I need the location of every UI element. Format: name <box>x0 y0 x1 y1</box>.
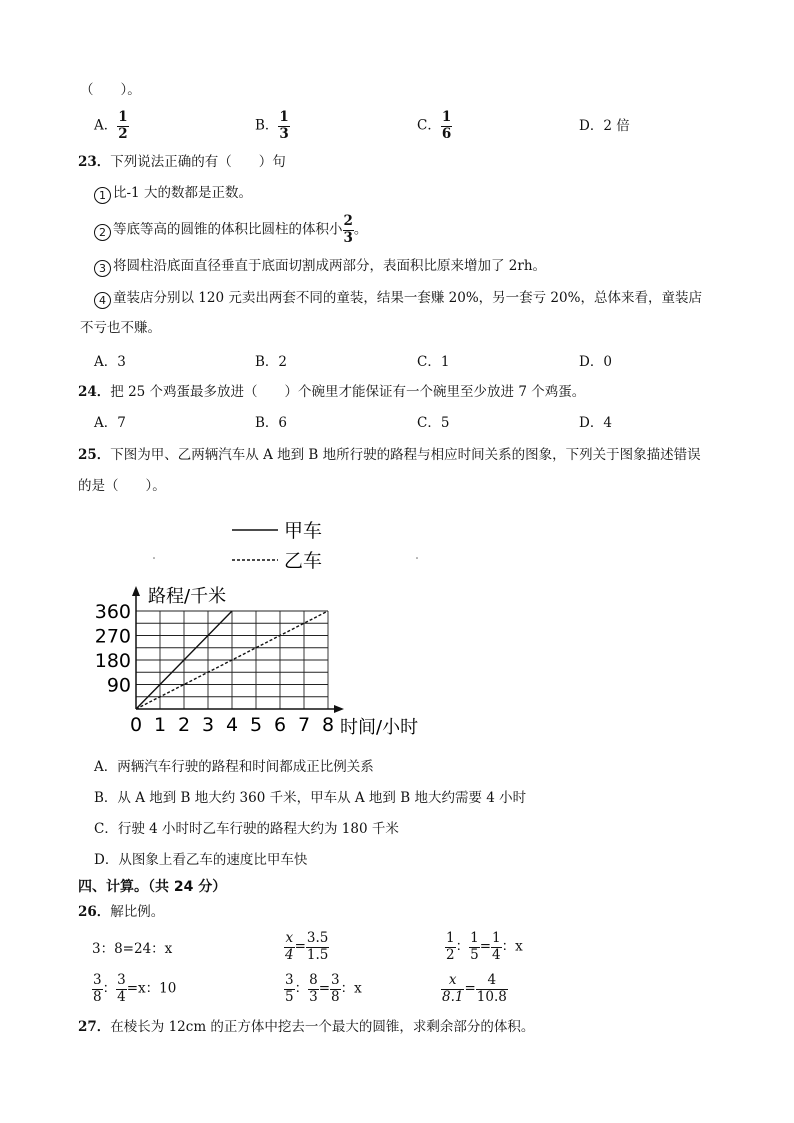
equation-6: $\frac{x}{8.1}$ = $\frac{4}{10.8}$ <box>442 972 507 1005</box>
question-number: 27． <box>78 1019 111 1035</box>
fraction: $\frac{1}{6}$ <box>441 109 452 142</box>
decorative-dot <box>153 557 155 559</box>
q23-statement-4: 4 童装店分别以 120 元卖出两套不同的童装，结果一套赚 20%，另一套亏 20%，总体来看，童装店 <box>94 292 702 309</box>
x-tick-labels <box>130 714 334 736</box>
x-tick-label: 5 <box>249 714 263 736</box>
question-number: 25． <box>78 447 111 463</box>
equation-1: 3：8=24：x <box>92 941 173 957</box>
q22-option-b[interactable]: B． $\frac{1}{3}$ <box>255 109 289 142</box>
q23-option-a[interactable]: A．3 <box>94 354 126 370</box>
q22-option-d[interactable]: D．2 倍 <box>579 118 630 134</box>
q23-option-d[interactable]: D．0 <box>579 354 612 370</box>
x-tick-label: 2 <box>177 714 191 736</box>
y-tick-label: 180 <box>94 650 131 672</box>
x-tick-label: 0 <box>129 714 143 736</box>
q25-option-b[interactable]: B．从 A 地到 B 地大约 360 千米，甲车从 A 地到 B 地大约需要 4 小时 <box>94 790 527 806</box>
circled-number: 4 <box>94 292 111 309</box>
q24-option-d[interactable]: D．4 <box>579 415 612 431</box>
q23-option-b[interactable]: B．2 <box>255 354 288 370</box>
q25-option-d[interactable]: D．从图象上看乙车的速度比甲车快 <box>94 852 308 868</box>
fraction: $\frac{2}{3}$ <box>343 213 353 246</box>
circled-number: 2 <box>94 224 111 241</box>
q26-stem: 26．解比例。 <box>78 904 165 920</box>
legend-label-yi: 乙车 <box>284 550 323 572</box>
q23-statement-3: 3 将圆柱沿底面直径垂直于底面切割成两部分，表面积比原来增加了 2rh。 <box>94 260 546 277</box>
y-axis-label: 路程/千米 <box>148 586 227 607</box>
question-number: 23． <box>78 154 111 170</box>
circled-number: 3 <box>94 260 111 277</box>
q23-stem: 23．下列说法正确的有（ ）句 <box>78 154 286 170</box>
distance-time-chart <box>94 510 450 745</box>
chart-legend <box>232 520 322 572</box>
y-tick-label: 360 <box>94 601 131 623</box>
x-tick-label: 1 <box>153 714 167 736</box>
q22-option-a[interactable]: A． $\frac{1}{2}$ <box>94 109 128 142</box>
q25-option-c[interactable]: C．行驶 4 小时时乙车行驶的路程大约为 180 千米 <box>94 821 399 837</box>
q24-option-b[interactable]: B．6 <box>255 415 288 431</box>
y-tick-labels <box>95 601 131 697</box>
q25-stem-line-1: 25．下图为甲、乙两辆汽车从 A 地到 B 地所行驶的路程与相应时间关系的图象，下列关于图象描述错误 <box>78 447 701 463</box>
equation-4: $\frac{3}{8}$ ： $\frac{3}{4}$ =x：10 <box>93 972 177 1005</box>
q22-option-c[interactable]: C． $\frac{1}{6}$ <box>417 109 452 142</box>
question-number: 26． <box>78 904 111 920</box>
x-tick-label: 7 <box>297 714 311 736</box>
question-number: 24． <box>78 384 111 400</box>
x-axis-arrow <box>334 705 344 713</box>
q23-statement-2: 2 等底等高的圆锥的体积比圆柱的体积小 $\frac{2}{3}$ 。 <box>94 215 367 245</box>
q25-option-a[interactable]: A．两辆汽车行驶的路程和时间都成正比例关系 <box>94 759 374 775</box>
section-heading: 四、计算。（共 24 分） <box>78 879 227 895</box>
x-axis-label: 时间/小时 <box>340 717 419 738</box>
q25-stem-line-2: 的是（ ）。 <box>78 478 166 494</box>
equation-5: $\frac{3}{5}$ ： $\frac{8}{3}$ = $\frac{3}{8}$ ：x <box>285 972 362 1005</box>
q27-stem: 27．在棱长为 12cm 的正方体中挖去一个最大的圆锥，求剩余部分的体积。 <box>78 1019 535 1035</box>
legend-label-jia: 甲车 <box>284 520 323 542</box>
q23-statement-4-cont: 不亏也不赚。 <box>80 320 161 336</box>
q23-statement-1: 1 比-1 大的数都是正数。 <box>94 187 252 204</box>
x-tick-label: 8 <box>321 714 335 736</box>
equation-3: $\frac{1}{2}$ ： $\frac{1}{5}$ = $\frac{1}{4}$ ：x <box>446 930 523 963</box>
fraction: $\frac{1}{3}$ <box>279 109 289 142</box>
y-tick-label: 270 <box>94 625 131 648</box>
x-tick-label: 4 <box>225 714 239 736</box>
fraction: $\frac{1}{2}$ <box>118 109 128 142</box>
equation-2: $\frac{x}{4}$ = $\frac{3.5}{1.5}$ <box>285 930 329 963</box>
q22-stem-tail: （ ）。 <box>80 82 141 98</box>
q24-option-c[interactable]: C．5 <box>417 415 450 431</box>
x-tick-label: 6 <box>273 714 287 736</box>
q23-option-c[interactable]: C．1 <box>417 354 450 370</box>
y-axis-arrow <box>132 586 140 596</box>
q24-option-a[interactable]: A．7 <box>94 415 126 431</box>
y-tick-label: 90 <box>106 674 131 697</box>
x-tick-label: 3 <box>201 714 215 736</box>
decorative-dot <box>416 557 418 559</box>
circled-number: 1 <box>94 187 111 204</box>
q24-stem: 24．把 25 个鸡蛋最多放进（ ）个碗里才能保证有一个碗里至少放进 7 个鸡蛋。 <box>78 384 586 400</box>
